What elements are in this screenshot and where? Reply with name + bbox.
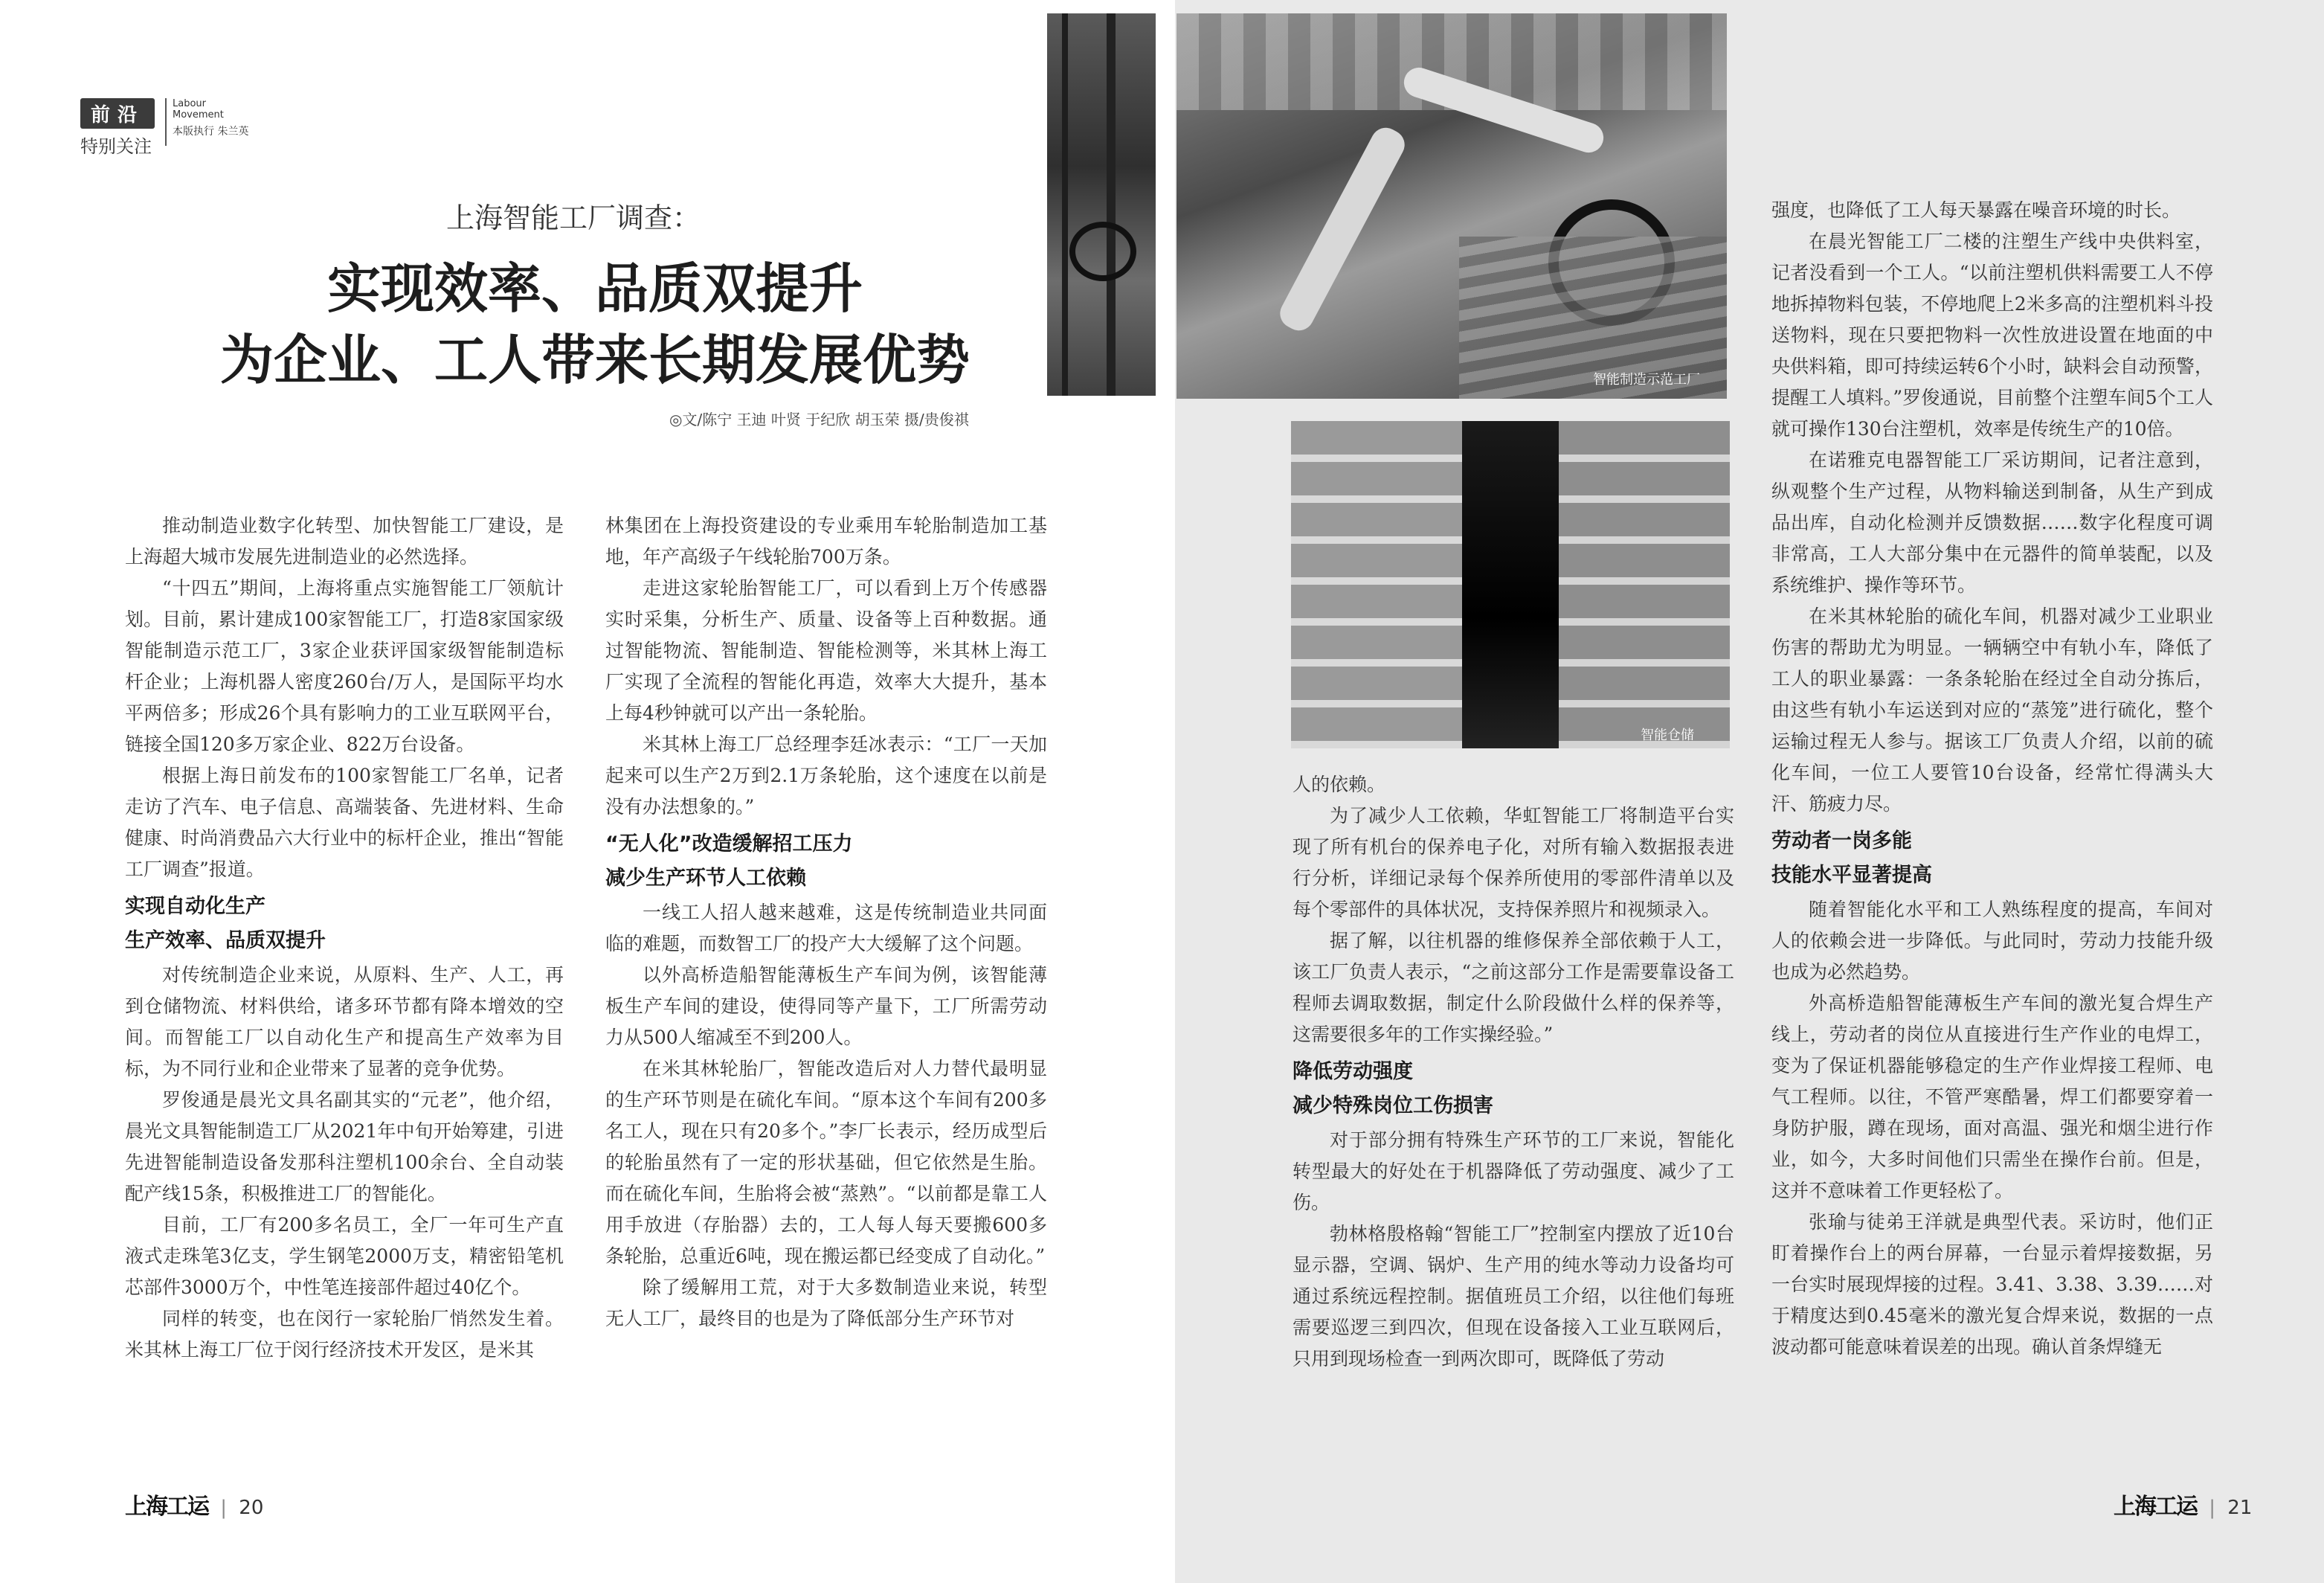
paragraph: 对于部分拥有特殊生产环节的工厂来说，智能化转型最大的好处在于机器降低了劳动强度、减少了工伤。 bbox=[1293, 1129, 1734, 1213]
paragraph: 走进这家轮胎智能工厂，可以看到上万个传感器实时采集，分析生产、质量、设备等上百种数据。通过智能物流、智能制造、智能检测等，米其林上海工厂实现了全流程的智能化再造，效率大大提升，基本上每4秒钟就可以产出一条轮胎。 bbox=[605, 577, 1047, 724]
column-3 bbox=[1293, 769, 1734, 1375]
machine-ring bbox=[1069, 222, 1136, 281]
heading-line: “无人化”改造缓解招工压力 bbox=[605, 832, 853, 855]
heading-line: 技能水平显著提高 bbox=[1771, 864, 1932, 887]
byline: ◎文/陈宁 王迪 叶贤 于纪欣 胡玉荣 摄/贵俊祺 bbox=[669, 411, 969, 428]
paragraph: 推动制造业数字化转型、加快智能工厂建设，是上海超大城市发展先进制造业的必然选择。 bbox=[125, 515, 564, 568]
section-heading bbox=[1293, 1055, 1734, 1123]
section-heading bbox=[125, 890, 564, 958]
paragraph: 除了缓解用工荒，对于大多数制造业来说，转型无人工厂，最终目的也是为了降低部分生产环节对 bbox=[605, 1277, 1047, 1329]
aisle bbox=[1462, 421, 1559, 748]
paragraph: 据了解，以往机器的维修保养全部依赖于人工，该工厂负责人表示，“之前这部分工作是需要靠设备工程师去调取数据，制定什么阶段做什么样的保养等，这需要很多年的工作实操经验。” bbox=[1293, 930, 1734, 1045]
column-1 bbox=[125, 510, 564, 1366]
left-photo-strip bbox=[1047, 13, 1156, 396]
paragraph: 外高桥造船智能薄板生产车间的激光复合焊生产线上，劳动者的岗位从直接进行生产作业的电焊工，变为了保证机器能够稳定的生产作业焊接工程师、电气工程师。以往，不管严寒酷暑，焊工们都要穿着一身防护服，蹲在现场，面对高温、强光和烟尘进行作业，如今，大多时间他们只需坐在操作台前。但是，这并不意味着工作更轻松了。 bbox=[1771, 992, 2213, 1201]
paragraph: 罗俊通是晨光文具名副其实的“元老”，他介绍，晨光文具智能制造工厂从2021年中旬开始筹建，引进先进智能制造设备发那科注塑机100余台、全自动装配产线15条，积极推进工厂的智能化。 bbox=[125, 1089, 564, 1204]
paragraph: 同样的转变，也在闵行一家轮胎厂悄然发生着。米其林上海工厂位于闵行经济技术开发区，是米其 bbox=[125, 1308, 564, 1361]
column-4 bbox=[1771, 195, 2213, 1363]
paragraph: 在米其林轮胎厂，智能改造后对人力替代最明显的生产环节则是在硫化车间。“原本这个车间有200多名工人，现在只有20多个。”李厂长表示，经历成型后的轮胎虽然有了一定的形状基础，但它依然是生胎。而在硫化车间，生胎将会被“蒸熟”。“以前都是靠工人用手放进（存胎器）去的，工人每人每天要搬600多条轮胎，总重近6吨，现在搬运都已经变成了自动化。” bbox=[605, 1058, 1047, 1267]
paragraph: 为了减少人工依赖，华虹智能工厂将制造平台实现了所有机台的保养电子化，对所有输入数据报表进行分析，详细记录每个保养所使用的零部件清单以及每个零部件的具体状况，支持保养照片和视频录入。 bbox=[1293, 805, 1734, 920]
paragraph: 米其林上海工厂总经理李廷冰表示：“工厂一天加起来可以生产2万到2.1万条轮胎，这个速度在以前是没有办法想象的。” bbox=[605, 733, 1047, 818]
article-title bbox=[171, 253, 1019, 396]
gutter bbox=[1157, 0, 1175, 1583]
folio-right: 上海工运 | 21 bbox=[2114, 1494, 2253, 1520]
photo-pillar bbox=[1062, 13, 1068, 396]
paragraph: 以外高桥造船智能薄板生产车间为例，该智能薄板生产车间的建设，使得同等产量下，工厂所需劳动力从500人缩减至不到200人。 bbox=[605, 964, 1047, 1048]
heading-line: 减少特殊岗位工伤损害 bbox=[1293, 1094, 1493, 1117]
heading-line: 实现自动化生产 bbox=[125, 895, 265, 918]
paragraph: 随着智能化水平和工人熟练程度的提高，车间对人的依赖会进一步降低。与此同时，劳动力技能升级也成为必然趋势。 bbox=[1771, 899, 2213, 983]
section-english bbox=[165, 98, 248, 146]
english-line-1: Labour bbox=[173, 98, 206, 109]
paragraph: 林集团在上海投资建设的专业乘用车轮胎制造加工基地，年产高级子午线轮胎700万条。 bbox=[605, 515, 1047, 568]
warehouse-photo bbox=[1291, 421, 1730, 748]
section-tag: 前沿 bbox=[80, 98, 155, 129]
paragraph: 根据上海日前发布的100家智能工厂名单，记者走访了汽车、电子信息、高端装备、先进材料、生命健康、时尚消费品六大行业中的标杆企业，推出“智能工厂调查”报道。 bbox=[125, 765, 564, 880]
magazine-logo: 上海工运 bbox=[125, 1494, 208, 1520]
article-subtitle: 上海智能工厂调查： bbox=[446, 202, 701, 234]
column-2 bbox=[605, 510, 1047, 1335]
photo-caption: 智能制造示范工厂 bbox=[1593, 372, 1700, 388]
english-line-2: Movement bbox=[173, 109, 224, 121]
robot-arm-segment bbox=[1275, 123, 1409, 335]
title-line-2: 为企业、工人带来长期发展优势 bbox=[219, 329, 970, 391]
section-heading bbox=[605, 827, 1047, 896]
photo-caption: 智能仓储 bbox=[1641, 728, 1694, 743]
heading-line: 降低劳动强度 bbox=[1293, 1060, 1413, 1083]
rack-left bbox=[1291, 421, 1462, 748]
paragraph: 在晨光智能工厂二楼的注塑生产线中央供料室，记者没看到一个工人。“以前注塑机供料需要工人不停地拆掉物料包装，不停地爬上2米多高的注塑机料斗投送物料，现在只要把物料一次性放进设置在地面的中央供料箱，即可持续运转6个小时，缺料会自动预警，提醒工人填料。”罗俊通说，目前整个注塑车间5个工人就可操作130台注塑机，效率是传统生产的10倍。 bbox=[1771, 231, 2213, 440]
paragraph: 张瑜与徒弟王洋就是典型代表。采访时，他们正盯着操作台上的两台屏幕，一台显示着焊接数据，另一台实时展现焊接的过程。3.41、3.38、3.39……对于精度达到0.45毫米的激光复合焊来说，数据的一点波动都可能意味着误差的出现。确认首条焊缝无 bbox=[1771, 1211, 2213, 1358]
heading-line: 生产效率、品质双提升 bbox=[125, 929, 326, 952]
photo-pillar bbox=[1107, 13, 1116, 396]
paragraph: 在诺雅克电器智能工厂采访期间，记者注意到，纵观整个生产过程，从物料输送到制备，从生产到成品出库，自动化检测并反馈数据……数字化程度可调非常高，工人大部分集中在元器件的简单装配，以及系统维护、操作等环节。 bbox=[1771, 449, 2213, 596]
paragraph: 在米其林轮胎的硫化车间，机器对减少工业职业伤害的帮助尤为明显。一辆辆空中有轨小车，降低了工人的职业暴露：一条条轮胎在经过全自动分拣后，由这些有轨小车运送到对应的“蒸笼”进行硫化，整个运输过程无人参与。据该工厂负责人介绍，以前的硫化车间，一位工人要管10台设备，经常忙得满头大汗、筋疲力尽。 bbox=[1771, 606, 2213, 815]
magazine-logo: 上海工运 bbox=[2114, 1494, 2197, 1520]
paragraph: 对传统制造企业来说，从原料、生产、人工，再到仓储物流、材料供给，诸多环节都有降本增效的空间。而智能工厂以自动化生产和提高生产效率为目标，为不同行业和企业带来了显著的竞争优势。 bbox=[125, 964, 564, 1079]
section-name: 特别关注 bbox=[80, 136, 152, 157]
page-number: 21 bbox=[2227, 1497, 2253, 1519]
right-page bbox=[1175, 0, 2324, 1583]
heading-line: 劳动者一岗多能 bbox=[1771, 829, 1912, 852]
section-header bbox=[80, 98, 155, 158]
page-number: 20 bbox=[239, 1497, 264, 1519]
section-heading bbox=[1771, 824, 2213, 893]
heading-line: 减少生产环节人工依赖 bbox=[605, 867, 806, 890]
paragraph: 勃林格殷格翰“智能工厂”控制室内摆放了近10台显示器，空调、锅炉、生产用的纯水等动力设备均可通过系统远程控制。据值班员工介绍，以往他们每班需要巡逻三到四次，但现在设备接入工业互联网后，只用到现场检查一到两次即可，既降低了劳动 bbox=[1293, 1223, 1734, 1370]
paragraph: 强度，也降低了工人每天暴露在噪音环境的时长。 bbox=[1771, 199, 2181, 221]
title-line-1: 实现效率、品质双提升 bbox=[326, 257, 863, 320]
rack-right bbox=[1559, 421, 1730, 748]
editor-credit: 本版执行 朱兰英 bbox=[173, 126, 249, 138]
paragraph: 人的依赖。 bbox=[1293, 774, 1386, 795]
paragraph: “十四五”期间，上海将重点实施智能工厂领航计划。目前，累计建成100家智能工厂，打造8家国家级智能制造示范工厂，3家企业获评国家级智能制造标杆企业；上海机器人密度260台/万人，是国际平均水平两倍多；形成26个具有影响力的工业互联网平台，链接全国120多万家企业、822万台设备。 bbox=[125, 577, 564, 755]
folio-left: 上海工运 | 20 bbox=[125, 1494, 264, 1520]
paragraph: 一线工人招人越来越难，这是传统制造业共同面临的难题，而数智工厂的投产大大缓解了这个问题。 bbox=[605, 902, 1047, 954]
robot-arm-photo bbox=[1177, 13, 1727, 399]
paragraph: 目前，工厂有200多名员工，全厂一年可生产直液式走珠笔3亿支，学生钢笔2000万支，精密铅笔机芯部件3000万个，中性笔连接部件超过40亿个。 bbox=[125, 1214, 564, 1298]
